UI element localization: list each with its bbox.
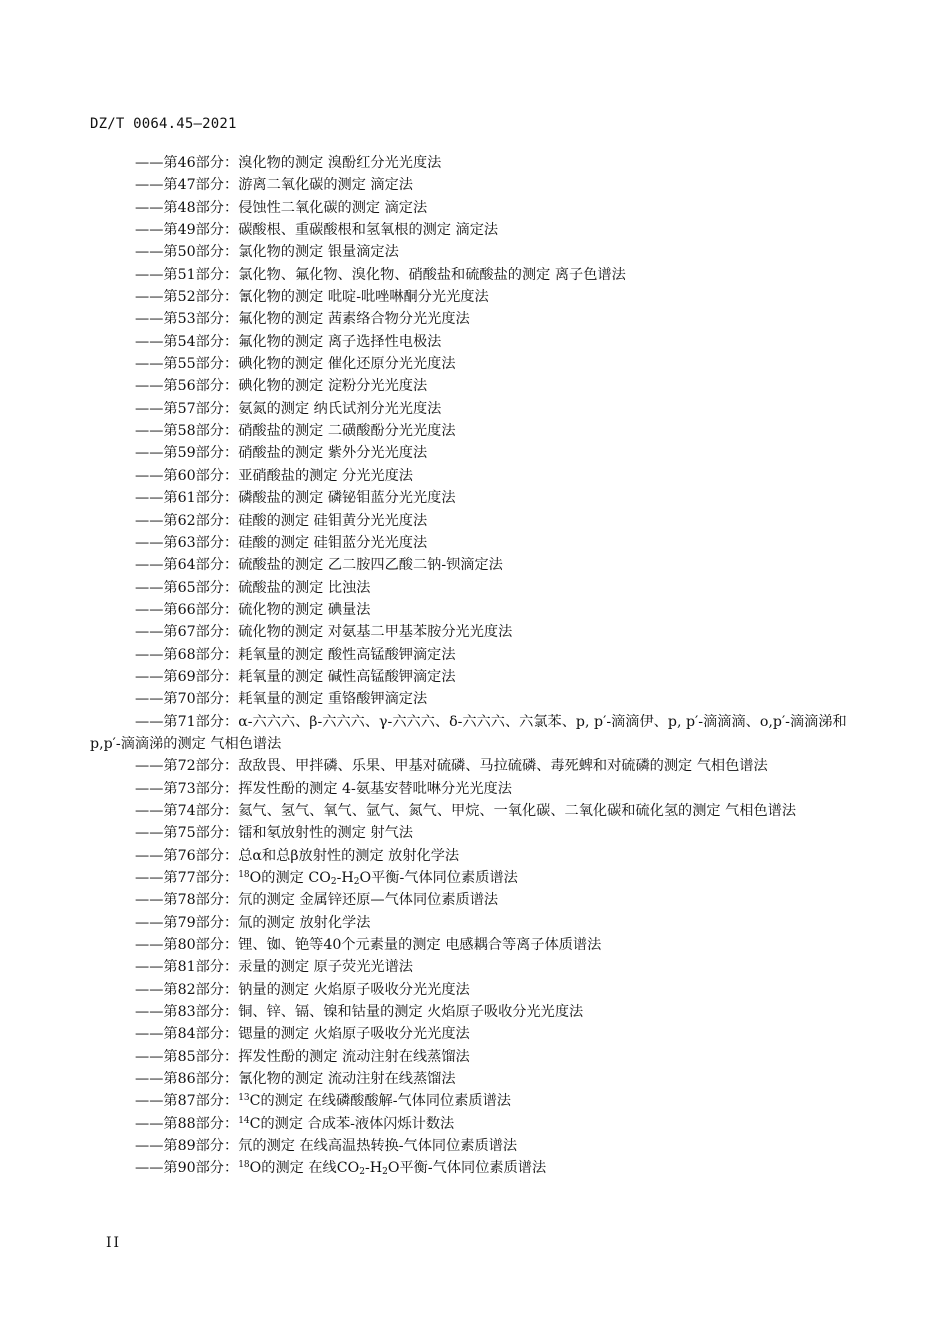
part-number: ——第69部分： (135, 668, 239, 685)
list-item (90, 599, 850, 621)
part-title: 锶量的测定 火焰原子吸收分光光度法 (238, 1026, 470, 1043)
part-title: 磷酸盐的测定 磷铋钼蓝分光光度法 (238, 490, 456, 507)
part-title: 镭和氡放射性的测定 射气法 (238, 825, 413, 842)
part-title: 钠量的测定 火焰原子吸收分光光度法 (238, 981, 470, 998)
list-item (90, 286, 850, 308)
part-title: 耗氧量的测定 碱性高锰酸钾滴定法 (238, 668, 456, 685)
part-number: ——第76部分： (135, 847, 239, 864)
part-number: ——第46部分： (135, 155, 239, 171)
part-number: ——第82部分： (135, 981, 239, 998)
part-title: 锂、铷、铯等40个元素量的测定 电感耦合等离子体质谱法 (238, 937, 602, 954)
part-number: ——第55部分： (135, 356, 239, 373)
part-title: 氯化物的测定 银量滴定法 (238, 244, 399, 261)
list-item (90, 1135, 850, 1157)
list-item (90, 778, 850, 800)
list-item (90, 755, 850, 777)
part-title: 氰化物的测定 流动注射在线蒸馏法 (238, 1071, 456, 1088)
subscript: 2 (353, 877, 360, 887)
part-number: ——第54部分： (135, 333, 239, 350)
part-number: ——第49部分： (135, 222, 239, 239)
list-item (90, 822, 850, 844)
part-title: 侵蚀性二氧化碳的测定 滴定法 (238, 199, 428, 216)
part-title: 汞量的测定 原子荧光光谱法 (238, 959, 413, 976)
part-number: ——第90部分： (135, 1160, 239, 1177)
part-title: 硝酸盐的测定 二磺酸酚分光光度法 (238, 423, 456, 440)
standard-code-header: DZ/T 0064.45—2021 (90, 116, 237, 132)
list-item (90, 577, 850, 599)
part-number: ——第77部分： (135, 870, 239, 886)
part-number: ——第75部分： (135, 825, 239, 842)
part-number: ——第47部分： (135, 177, 239, 194)
list-item (90, 666, 850, 688)
part-title: 碘化物的测定 淀粉分光光度法 (238, 378, 428, 395)
list-item (90, 1113, 850, 1135)
subscript: 2 (330, 877, 337, 887)
list-item (90, 442, 850, 464)
part-number: ——第78部分： (135, 892, 239, 909)
list-item (90, 331, 850, 353)
list-item (90, 308, 850, 330)
part-title-continued: O平衡-气体同位素质谱法 (359, 870, 518, 886)
list-item (90, 465, 850, 487)
part-number: ——第50部分： (135, 244, 239, 261)
part-title: 氚的测定 放射化学法 (238, 914, 371, 931)
part-number: ——第52部分： (135, 289, 239, 306)
list-item (90, 1001, 850, 1023)
part-title: 硅酸的测定 硅钼蓝分光光度法 (238, 534, 428, 551)
part-number: ——第71部分： (135, 713, 239, 730)
part-title: 氟化物的测定 茜素络合物分光光度法 (238, 311, 470, 328)
list-item (90, 934, 850, 956)
part-title: 氘的测定 在线高温热转换-气体同位素质谱法 (238, 1138, 518, 1155)
part-title: 游离二氧化碳的测定 滴定法 (238, 177, 413, 194)
part-title: O的测定 在线CO (249, 1160, 360, 1177)
list-item (90, 845, 850, 867)
isotope-superscript: 18 (238, 870, 250, 880)
part-title: 硝酸盐的测定 紫外分光光度法 (238, 445, 428, 462)
part-title: α-六六六、β-六六六、γ-六六六、δ-六六六、六氯苯、p, p′-滴滴伊、p, p′-滴滴滴、o,p′-滴滴涕和p,p′-滴滴涕的测定 气相色谱法 (90, 713, 847, 752)
list-item (90, 197, 850, 219)
part-title-continued: -H (364, 1160, 383, 1177)
list-item (90, 420, 850, 442)
isotope-superscript: 18 (238, 1160, 250, 1171)
subscript: 2 (382, 1167, 388, 1178)
part-title: 溴化物的测定 溴酚红分光光度法 (238, 155, 442, 171)
part-number: ——第72部分： (135, 758, 239, 775)
part-number: ——第67部分： (135, 624, 239, 641)
isotope-superscript: 13 (238, 1093, 250, 1104)
part-title: 硫酸盐的测定 乙二胺四乙酸二钠-钡滴定法 (238, 557, 503, 574)
part-title-continued: -H (336, 870, 354, 886)
part-number: ——第89部分： (135, 1138, 239, 1155)
list-item (90, 1157, 850, 1179)
part-number: ——第70部分： (135, 691, 239, 708)
list-item (90, 889, 850, 911)
list-item (90, 152, 850, 174)
part-number: ——第68部分： (135, 646, 239, 663)
part-title: C的测定 合成苯-液体闪烁计数法 (249, 1115, 455, 1132)
part-number: ——第63部分： (135, 534, 239, 551)
list-item (90, 219, 850, 241)
part-number: ——第66部分： (135, 601, 239, 618)
part-title: 硫化物的测定 对氨基二甲基苯胺分光光度法 (238, 624, 513, 641)
list-item (90, 375, 850, 397)
part-number: ——第65部分： (135, 579, 239, 596)
list-item (90, 353, 850, 375)
list-item (90, 174, 850, 196)
part-title: 挥发性酚的测定 4-氨基安替吡啉分光光度法 (238, 780, 512, 797)
part-title: 碳酸根、重碳酸根和氢氧根的测定 滴定法 (238, 222, 499, 239)
part-number: ——第81部分： (135, 959, 239, 976)
part-number: ——第64部分： (135, 557, 239, 574)
list-item (90, 510, 850, 532)
list-item (90, 1046, 850, 1068)
subscript: 2 (359, 1167, 365, 1178)
part-number: ——第59部分： (135, 445, 239, 462)
list-item (90, 644, 850, 666)
part-number: ——第51部分： (135, 266, 239, 283)
part-title: 挥发性酚的测定 流动注射在线蒸馏法 (238, 1048, 470, 1065)
list-item (90, 487, 850, 509)
part-title: C的测定 在线磷酸酸解-气体同位素质谱法 (249, 1093, 511, 1110)
part-title: 耗氧量的测定 酸性高锰酸钾滴定法 (238, 646, 456, 663)
part-title: 亚硝酸盐的测定 分光光度法 (238, 467, 413, 484)
part-title: O的测定 CO (249, 870, 331, 886)
list-item (90, 532, 850, 554)
part-title: 碘化物的测定 催化还原分光光度法 (238, 356, 456, 373)
part-number: ——第74部分： (135, 802, 239, 819)
list-item (90, 912, 850, 934)
part-title: 硅酸的测定 硅钼黄分光光度法 (238, 512, 428, 529)
part-title: 氰化物的测定 吡啶-吡唑啉酮分光光度法 (238, 289, 489, 306)
part-number: ——第62部分： (135, 512, 239, 529)
part-number: ——第73部分： (135, 780, 239, 797)
part-number: ——第80部分： (135, 937, 239, 954)
part-title: 总α和总β放射性的测定 放射化学法 (238, 847, 460, 864)
part-title: 硫化物的测定 碘量法 (238, 601, 371, 618)
part-number: ——第87部分： (135, 1093, 239, 1110)
list-item (90, 711, 850, 756)
list-item (90, 1090, 850, 1112)
list-item (90, 688, 850, 710)
parts-list (90, 152, 850, 1180)
part-number: ——第86部分： (135, 1071, 239, 1088)
part-title: 氟化物的测定 离子选择性电极法 (238, 333, 442, 350)
part-title-continued: O平衡-气体同位素质谱法 (387, 1160, 547, 1177)
list-item (90, 398, 850, 420)
part-title: 氦气、氢气、氧气、氩气、氮气、甲烷、一氧化碳、二氧化碳和硫化氢的测定 气相色谱法 (238, 802, 797, 819)
part-number: ——第85部分： (135, 1048, 239, 1065)
part-number: ——第83部分： (135, 1004, 239, 1021)
part-title: 敌敌畏、甲拌磷、乐果、甲基对硫磷、马拉硫磷、毒死蜱和对硫磷的测定 气相色谱法 (238, 758, 768, 775)
part-number: ——第61部分： (135, 490, 239, 507)
list-item (90, 554, 850, 576)
part-title: 氘的测定 金属锌还原—气体同位素质谱法 (238, 892, 499, 909)
part-number: ——第60部分： (135, 467, 239, 484)
list-item (90, 867, 850, 889)
part-number: ——第48部分： (135, 199, 239, 216)
part-title: 氯化物、氟化物、溴化物、硝酸盐和硫酸盐的测定 离子色谱法 (238, 266, 626, 283)
list-item (90, 621, 850, 643)
part-number: ——第79部分： (135, 914, 239, 931)
list-item (90, 979, 850, 1001)
list-item (90, 264, 850, 286)
list-item (90, 956, 850, 978)
list-item (90, 1023, 850, 1045)
part-title: 硫酸盐的测定 比浊法 (238, 579, 371, 596)
list-item (90, 1068, 850, 1090)
part-number: ——第57部分： (135, 400, 239, 417)
part-title: 耗氧量的测定 重铬酸钾滴定法 (238, 691, 428, 708)
part-number: ——第88部分： (135, 1115, 239, 1132)
part-number: ——第56部分： (135, 378, 239, 395)
part-number: ——第84部分： (135, 1026, 239, 1043)
isotope-superscript: 14 (238, 1115, 250, 1126)
part-number: ——第58部分： (135, 423, 239, 440)
part-title: 氨氮的测定 纳氏试剂分光光度法 (238, 400, 442, 417)
part-title: 铜、锌、镉、镍和钴量的测定 火焰原子吸收分光光度法 (238, 1004, 584, 1021)
list-item (90, 800, 850, 822)
page-number: II (106, 1235, 122, 1251)
list-item (90, 241, 850, 263)
part-number: ——第53部分： (135, 311, 239, 328)
